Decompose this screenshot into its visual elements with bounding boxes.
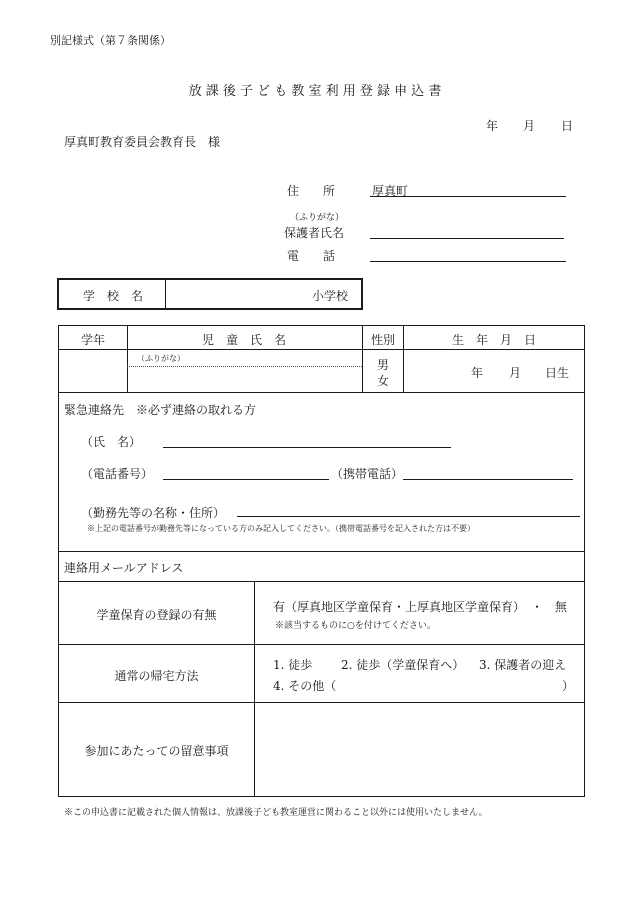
- commute-option-other-close: ）: [562, 679, 575, 693]
- school-label: 学 校 名: [83, 289, 144, 303]
- address-value[interactable]: 厚真町: [372, 184, 409, 198]
- school-box: [57, 278, 363, 310]
- childcare-options[interactable]: 有（厚真地区学童保育・上厚真地区学童保育） ・ 無: [273, 600, 568, 614]
- date-year: 年: [486, 119, 499, 133]
- emergency-name-label: （氏 名）: [81, 435, 142, 449]
- email-field[interactable]: [179, 555, 579, 577]
- school-suffix: 小学校: [312, 289, 349, 303]
- commute-option-other[interactable]: 4. その他（: [273, 679, 337, 693]
- commute-label: 通常の帰宅方法: [114, 669, 199, 683]
- email-label: 連絡用メールアドレス: [64, 561, 184, 575]
- birth-header: 生 年 月 日: [451, 333, 536, 347]
- application-table: [58, 325, 585, 797]
- date-day: 日: [561, 119, 574, 133]
- childcare-label: 学童保育の登録の有無: [96, 608, 217, 622]
- childcare-note: ※該当するものに○を付けてください。: [275, 621, 436, 631]
- address-label: 住 所: [287, 184, 336, 198]
- birth-year: 年: [471, 366, 484, 380]
- guardian-name-label: 保護者氏名: [284, 226, 345, 240]
- student-name-field[interactable]: [129, 368, 360, 390]
- privacy-note: ※この申込書に記載された個人情報は、放課後子ども教室運営に関わること以外には使用いたしません。: [64, 808, 488, 818]
- commute-option-walk-childcare[interactable]: 2. 徒歩（学童保育へ）: [341, 658, 465, 672]
- notes-field[interactable]: [257, 705, 581, 793]
- grade-field[interactable]: [61, 351, 125, 391]
- grade-header: 学年: [81, 333, 106, 347]
- phone-field[interactable]: [370, 261, 566, 262]
- emergency-mobile-field[interactable]: [403, 479, 573, 480]
- student-furigana-label: （ふりがな）: [137, 354, 185, 363]
- guardian-name-field[interactable]: [370, 238, 564, 239]
- emergency-phone-label: （電話番号）: [81, 467, 154, 481]
- emergency-note: ※上記の電話番号が勤務先等になっている方のみ記入してください。（携帯電話番号を記入された方は不要）: [87, 524, 475, 533]
- emergency-phone-field[interactable]: [163, 479, 329, 480]
- gender-female[interactable]: 女: [377, 374, 390, 388]
- birth-month: 月: [509, 366, 522, 380]
- gender-header: 性別: [371, 333, 396, 347]
- commute-option-walk[interactable]: 1. 徒歩: [273, 658, 313, 672]
- emergency-work-field[interactable]: [237, 516, 580, 517]
- guardian-furigana-label: （ふりがな）: [290, 213, 345, 223]
- emergency-mobile-label: （携帯電話）: [331, 467, 404, 481]
- address-underline: [370, 196, 566, 197]
- student-name-header: 児 童 氏 名: [201, 333, 286, 347]
- birth-day: 日生: [545, 366, 570, 380]
- commute-option-pickup[interactable]: 3. 保護者の迎え: [479, 658, 567, 672]
- addressee: 厚真町教育委員会教育長 様: [64, 135, 221, 149]
- page-title: 放 課 後 子 ど も 教 室 利 用 登 録 申 込 書: [188, 84, 442, 99]
- notes-label: 参加にあたっての留意事項: [84, 744, 229, 758]
- emergency-work-label: （勤務先等の名称・住所）: [81, 506, 226, 520]
- date-month: 月: [523, 119, 536, 133]
- emergency-heading: 緊急連絡先 ※必ず連絡の取れる方: [64, 403, 257, 417]
- gender-male[interactable]: 男: [377, 358, 390, 372]
- phone-label: 電 話: [287, 249, 336, 263]
- form-reference: 別記様式（第７条関係）: [50, 34, 171, 47]
- emergency-name-field[interactable]: [163, 447, 451, 448]
